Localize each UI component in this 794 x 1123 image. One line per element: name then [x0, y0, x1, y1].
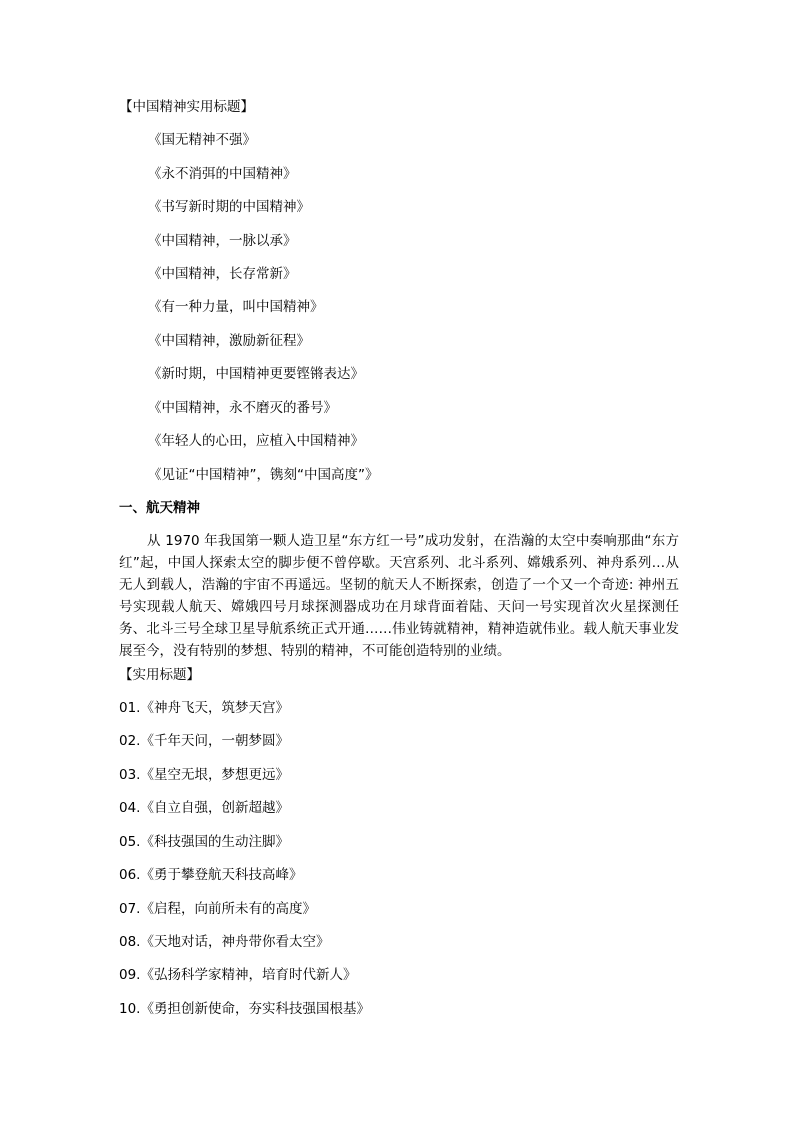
numbered-title-item: 06.《勇于攀登航天科技高峰》	[119, 867, 303, 883]
title-item: 《书写新时期的中国精神》	[148, 199, 310, 215]
space-spirit-paragraph: 从 1970 年我国第一颗人造卫星“东方红一号”成功发射，在浩瀚的太空中奏响那曲“东方红”起，中国人探索太空的脚步便不曾停歇。天宫系列、北斗系列、嫦娥系列、神舟系列…从无人到载人，浩瀚的宇宙不再遥远。坚韧的航天人不断探索，创造了一个又一个奇迹: 神州五号实现载人航天、嫦娥四号月球探测器成功在月球背面着陆、天问一号实现首次火星探测任务、北斗三号全球卫星导航系统正式开通……伟业铸就精神，精神造就伟业。载人航天事业发展至今，没有特别的梦想、特别的精神，不可能创造特别的业绩。	[119, 533, 679, 659]
title-item: 《中国精神，一脉以承》	[148, 233, 297, 249]
title-item: 《年轻人的心田，应植入中国精神》	[148, 433, 364, 449]
numbered-title-item: 01.《神舟飞天，筑梦天宫》	[119, 700, 289, 716]
numbered-title-item: 02.《千年天问，一朝梦圆》	[119, 733, 289, 749]
numbered-title-item: 10.《勇担创新使命，夯实科技强国根基》	[119, 1001, 370, 1017]
title-item: 《有一种力量，叫中国精神》	[148, 299, 324, 315]
title-item: 《国无精神不强》	[148, 132, 256, 148]
numbered-title-item: 09.《弘扬科学家精神，培育时代新人》	[119, 967, 357, 983]
numbered-title-item: 08.《天地对话，神舟带你看太空》	[119, 934, 330, 950]
sub-heading-practical-titles: 【实用标题】	[119, 667, 200, 683]
title-item: 《永不消弭的中国精神》	[148, 166, 297, 182]
numbered-title-item: 03.《星空无垠，梦想更远》	[119, 767, 289, 783]
title-item: 《中国精神，激励新征程》	[148, 333, 310, 349]
title-item: 《中国精神，永不磨灭的番号》	[148, 400, 337, 416]
numbered-title-item: 04.《自立自强，创新超越》	[119, 800, 289, 816]
title-item: 《新时期，中国精神更要铿锵表达》	[148, 366, 364, 382]
section-heading-chinese-spirit: 【中国精神实用标题】	[119, 99, 254, 115]
numbered-title-item: 07.《启程，向前所未有的高度》	[119, 901, 316, 917]
title-item: 《见证“中国精神”，镌刻“中国高度”》	[148, 467, 379, 483]
numbered-title-item: 05.《科技强国的生动注脚》	[119, 834, 289, 850]
title-item: 《中国精神，长存常新》	[148, 266, 297, 282]
section-heading-space-spirit: 一、航天精神	[119, 500, 200, 516]
